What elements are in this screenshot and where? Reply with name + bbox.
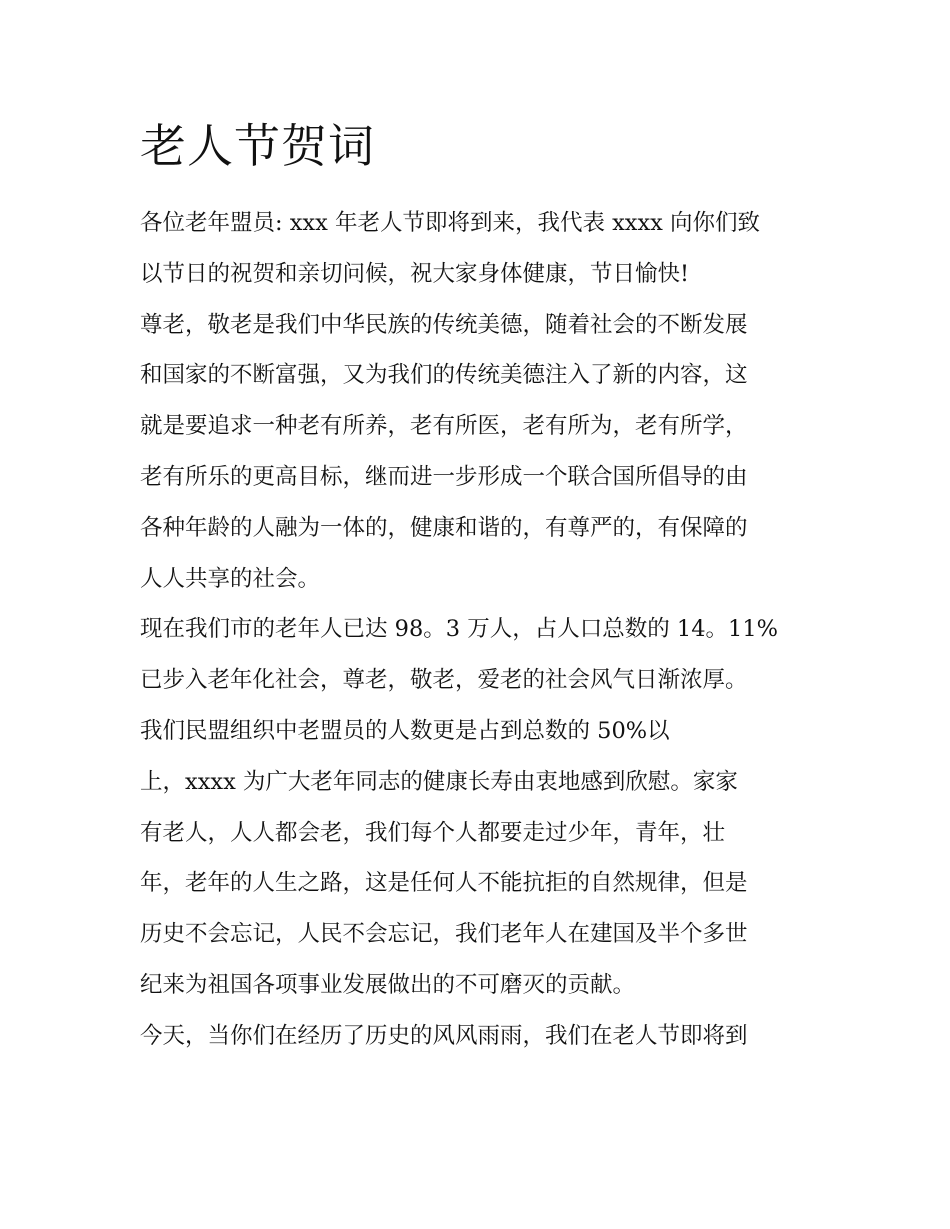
body-line: 我们民盟组织中老盟员的人数更是占到总数的 50%以	[140, 717, 670, 744]
body-line: 各种年龄的人融为一体的，健康和谐的，有尊严的，有保障的	[140, 514, 748, 541]
document-body	[140, 198, 820, 1062]
body-line: 有老人，人人都会老，我们每个人都要走过少年，青年，壮	[140, 819, 726, 846]
body-line: 就是要追求一种老有所养，老有所医，老有所为，老有所学，	[140, 413, 748, 440]
body-line: 今天，当你们在经历了历史的风风雨雨，我们在老人节即将到	[140, 1022, 748, 1049]
body-line: 各位老年盟员: xxx 年老人节即将到来，我代表 xxxx 向你们致	[140, 210, 761, 236]
body-line: 已步入老年化社会，尊老，敬老，爱老的社会风气日渐浓厚。	[140, 667, 748, 694]
body-line: 上，xxxx 为广大老年同志的健康长寿由衷地感到欣慰。家家	[140, 768, 738, 795]
body-line: 年，老年的人生之路，这是任何人不能抗拒的自然规律，但是	[140, 870, 748, 897]
body-line: 现在我们市的老年人已达 98。3 万人，占人口总数的 14。11%	[140, 616, 779, 643]
body-line: 以节日的祝贺和亲切问候，祝大家身体健康，节日愉快!	[140, 260, 690, 287]
body-line: 历史不会忘记，人民不会忘记，我们老年人在建国及半个多世	[140, 921, 748, 948]
body-line: 老有所乐的更高目标，继而进一步形成一个联合国所倡导的由	[140, 463, 748, 490]
body-line: 纪来为祖国各项事业发展做出的不可磨灭的贡献。	[140, 971, 636, 998]
body-line: 和国家的不断富强，又为我们的传统美德注入了新的内容，这	[140, 362, 748, 389]
body-line: 人人共享的社会。	[140, 565, 321, 592]
document-title: 老人节贺词	[140, 119, 375, 173]
body-line: 尊老，敬老是我们中华民族的传统美德，随着社会的不断发展	[140, 311, 748, 338]
